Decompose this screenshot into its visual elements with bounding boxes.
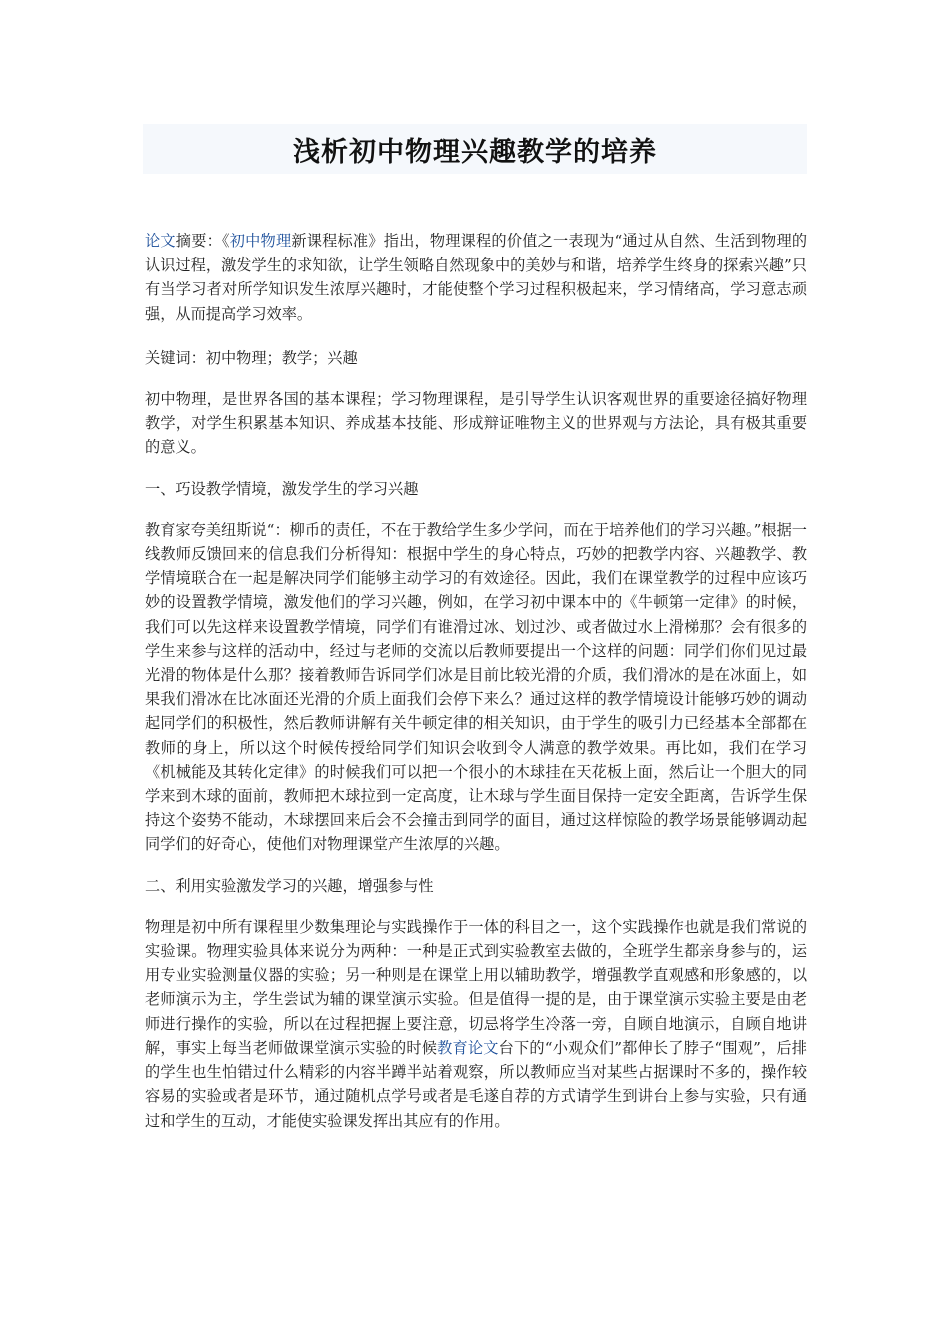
abstract-label: 摘要：《: [175, 232, 230, 250]
junior-physics-link[interactable]: 初中物理: [229, 232, 292, 250]
section2-body-part2: 台下的“小观众们”都伸长了脖子“围观”，后排的学生也生怕错过什么精彩的内容半蹲半站着观察，所以教师应当对某些占据课时不多的，操作较容易的实验或者是环节，通过随机点学号或者是毛遂自荐的方式请学生到讲台上参与实验，只有通过和学生的互动，才能使实验课发挥出其应有的作用。: [145, 1038, 807, 1130]
section2-body: [145, 915, 807, 1133]
section1-heading: 一、巧设教学情境，激发学生的学习兴趣: [145, 479, 419, 498]
title-banner: [143, 124, 807, 174]
education-thesis-link[interactable]: 教育论文: [437, 1038, 499, 1057]
page-title: 浅析初中物理兴趣教学的培养: [293, 136, 657, 168]
abstract-paragraph: [145, 229, 807, 326]
section1-body: 教育家夸美纽斯说“：柳币的责任，不在于教给学生多少学问，而在于培养他们的学习兴趣。”根据一线教师反馈回来的信息我们分析得知：根据中学生的身心特点，巧妙的把教学内容、兴趣教学、教学情境联合在一起是解决同学们能够主动学习的有效途径。因此，我们在课堂教学的过程中应该巧妙的设置教学情境，激发他们的学习兴趣，例如，在学习初中课本中的《牛顿第一定律》的时候，我们可以先这样来设置教学情境，同学们有谁滑过冰、划过沙、或者做过水上滑梯那？会有很多的学生来参与这样的活动中，经过与老师的交流以后教师要提出一个这样的问题：同学们你们见过最光滑的物体是什么那？接着教师告诉同学们冰是目前比较光滑的介质，我们滑冰的是在冰面上，如果我们滑冰在比冰面还光滑的介质上面我们会停下来么？通过这样的教学情境设计能够巧妙的调动起同学们的积极性，然后教师讲解有关牛顿定律的相关知识，由于学生的吸引力已经基本全部都在教师的身上，所以这个时候传授给同学们知识会收到令人满意的教学效果。再比如，我们在学习《机械能及其转化定律》的时候我们可以把一个很小的木球挂在天花板上面，然后让一个胆大的同学来到木球的面前，教师把木球拉到一定高度，让木球与学生面目保持一定安全距离，告诉学生保持这个姿势不能动，木球摆回来后会不会撞击到同学的面目，通过这样惊险的教学场景能够调动起同学们的好奇心，使他们对物理课堂产生浓厚的兴趣。: [145, 520, 807, 854]
thesis-link[interactable]: 论文: [145, 232, 176, 250]
section2-body-part1: 物理是初中所有课程里少数集理论与实践操作于一体的科目之一，这个实践操作也就是我们常说的实验课。物理实验具体来说分为两种：一种是正式到实验教室去做的，全班学生都亲身参与的，运用专业实验测量仪器的实验；另一种则是在课堂上用以辅助教学，增强教学直观感和形象感的，以老师演示为主，学生尝试为辅的课堂演示实验。但是值得一提的是，由于课堂演示实验主要是由老师进行操作的实验，所以在过程把握上要注意，切忌将学生冷落一旁，自顾自地演示，自顾自地讲解，事实上每当老师做课堂演示实验的时候: [145, 917, 807, 1057]
intro-paragraph: 初中物理，是世界各国的基本课程；学习物理课程，是引导学生认识客观世界的重要途径搞好物理教学，对学生积累基本知识、养成基本技能、形成辩证唯物主义的世界观与方法论，具有极其重要的意义。: [145, 390, 807, 457]
keywords-line: 关键词：初中物理；教学；兴趣: [145, 348, 358, 367]
article-body: [145, 229, 807, 1150]
section2-heading: 二、利用实验激发学习的兴趣，增强参与性: [145, 876, 434, 895]
abstract-text: 新课程标准》指出，物理课程的价值之一表现为“通过从自然、生活到物理的认识过程，激发学生的求知欲，让学生领略自然现象中的美妙与和谐，培养学生终身的探索兴趣”只有当学习者对所学知识发生浓厚兴趣时，才能使整个学习过程积极起来，学习情绪高，学习意志顽强，从而提高学习效率。: [145, 232, 808, 323]
